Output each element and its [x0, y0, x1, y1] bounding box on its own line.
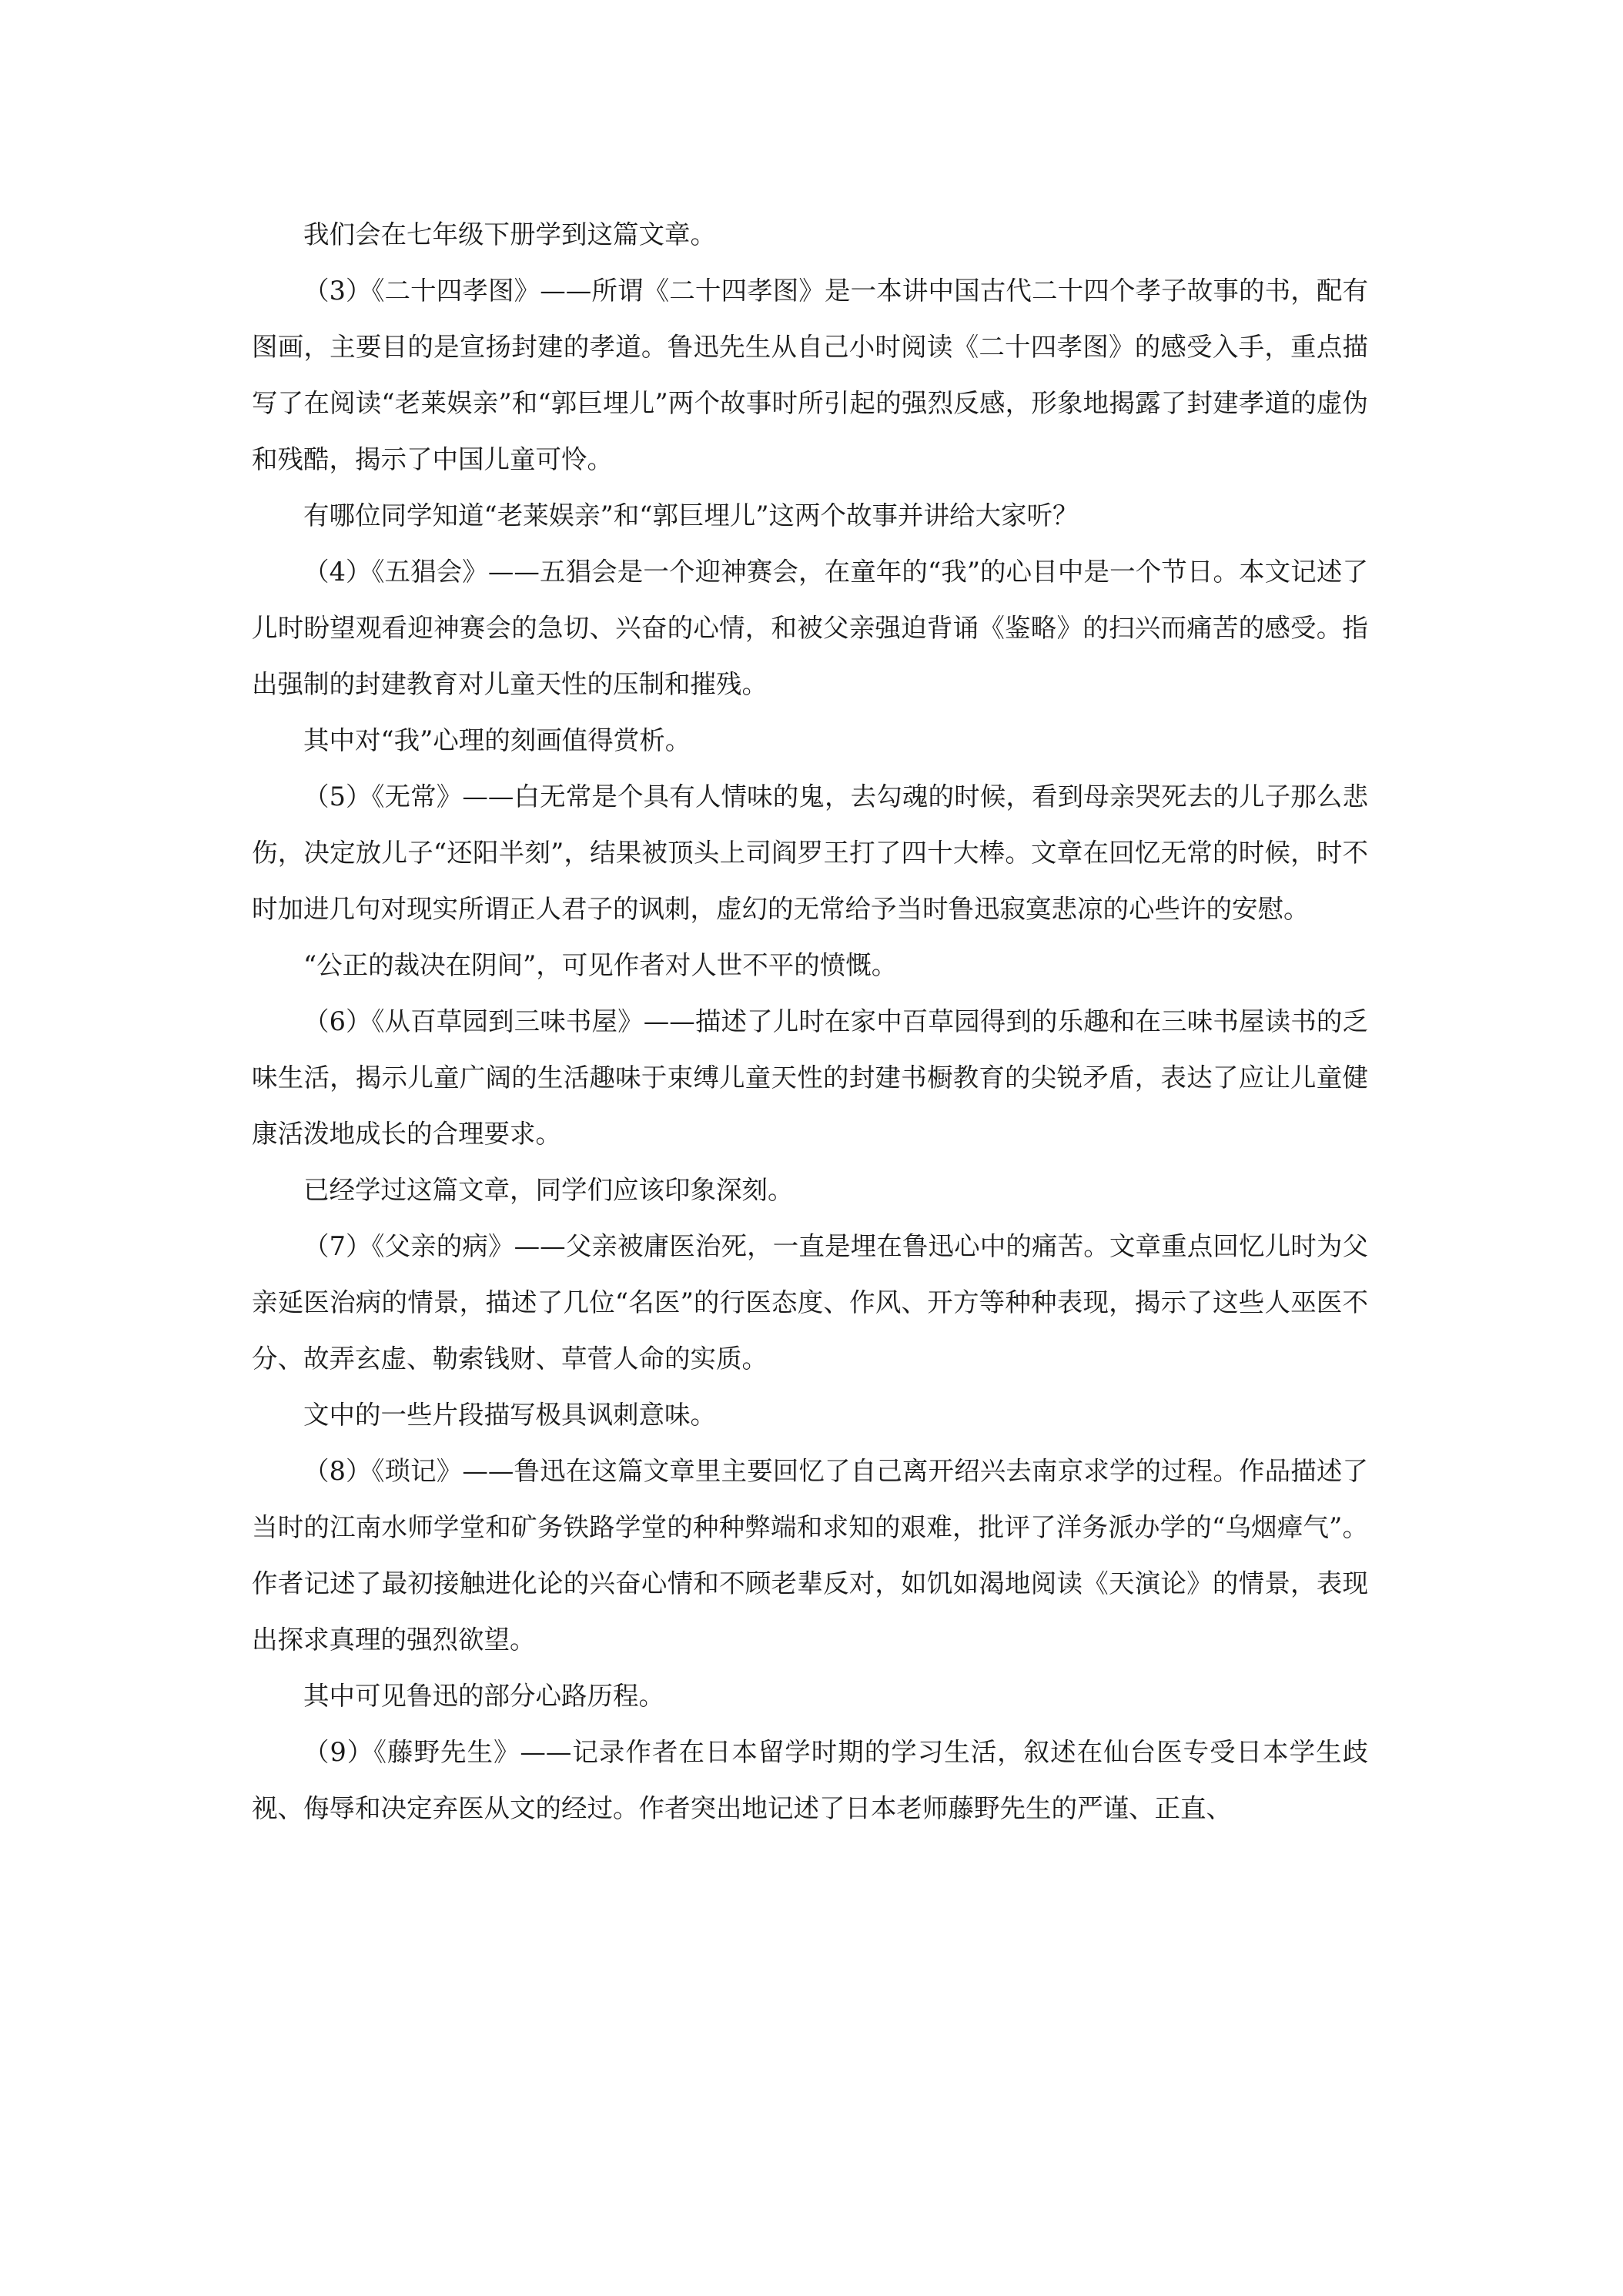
paragraph-item-5: （5）《无常》——白无常是个具有人情味的鬼，去勾魂的时候，看到母亲哭死去的儿子那么悲伤，决定放儿子“还阳半刻”，结果被顶头上司阎罗王打了四十大棒。文章在回忆无常的时候，时不时加进几句对现实所谓正人君子的讽刺，虚幻的无常给予当时鲁迅寂寞悲凉的心些许的安慰。 — [252, 782, 1368, 924]
paragraph-item-8: （8）《琐记》——鲁迅在这篇文章里主要回忆了自己离开绍兴去南京求学的过程。作品描述了当时的江南水师学堂和矿务铁路学堂的种种弊端和求知的艰难，批评了洋务派办学的“乌烟瘴气”。作者记述了最初接触进化论的兴奋心情和不顾老辈反对，如饥如渴地阅读《天演论》的情景，表现出探求真理的强烈欲望。 — [252, 1456, 1368, 1655]
paragraph-note-8: 其中可见鲁迅的部分心路历程。 — [303, 1681, 664, 1711]
paragraph-item-9: （9）《藤野先生》——记录作者在日本留学时期的学习生活，叙述在仙台医专受日本学生歧视、侮辱和决定弃医从文的经过。作者突出地记述了日本老师藤野先生的严谨、正直、 — [252, 1737, 1368, 1823]
paragraph-note-7: 文中的一些片段描写极具讽刺意味。 — [303, 1400, 716, 1430]
paragraph-intro-note: 我们会在七年级下册学到这篇文章。 — [303, 219, 716, 249]
paragraph-item-3: （3）《二十四孝图》——所谓《二十四孝图》是一本讲中国古代二十四个孝子故事的书，配有图画，主要目的是宣扬封建的孝道。鲁迅先生从自己小时阅读《二十四孝图》的感受入手，重点描写了在阅读“老莱娱亲”和“郭巨埋儿”两个故事时所引起的强烈反感，形象地揭露了封建孝道的虚伪和残酷，揭示了中国儿童可怜。 — [252, 276, 1368, 474]
body-text — [252, 206, 1368, 1836]
paragraph-item-7: （7）《父亲的病》——父亲被庸医治死，一直是埋在鲁迅心中的痛苦。文章重点回忆儿时为父亲延医治病的情景，描述了几位“名医”的行医态度、作风、开方等种种表现，揭示了这些人巫医不分、故弄玄虚、勒索钱财、草菅人命的实质。 — [252, 1231, 1368, 1374]
paragraph-item-6: （6）《从百草园到三味书屋》——描述了儿时在家中百草园得到的乐趣和在三味书屋读书的乏味生活，揭示儿童广阔的生活趣味于束缚儿童天性的封建书橱教育的尖锐矛盾，表达了应让儿童健康活泼地成长的合理要求。 — [252, 1006, 1368, 1149]
paragraph-note-5: “公正的裁决在阴间”，可见作者对人世不平的愤慨。 — [303, 950, 898, 980]
paragraph-item-4: （4）《五猖会》——五猖会是一个迎神赛会，在童年的“我”的心目中是一个节日。本文记述了儿时盼望观看迎神赛会的急切、兴奋的心情，和被父亲强迫背诵《鉴略》的扫兴而痛苦的感受。指出强制的封建教育对儿童天性的压制和摧残。 — [252, 557, 1368, 699]
paragraph-question: 有哪位同学知道“老莱娱亲”和“郭巨埋儿”这两个故事并讲给大家听？ — [303, 500, 1079, 530]
paragraph-note-4: 其中对“我”心理的刻画值得赏析。 — [303, 725, 691, 755]
paragraph-note-6: 已经学过这篇文章，同学们应该印象深刻。 — [303, 1175, 794, 1205]
